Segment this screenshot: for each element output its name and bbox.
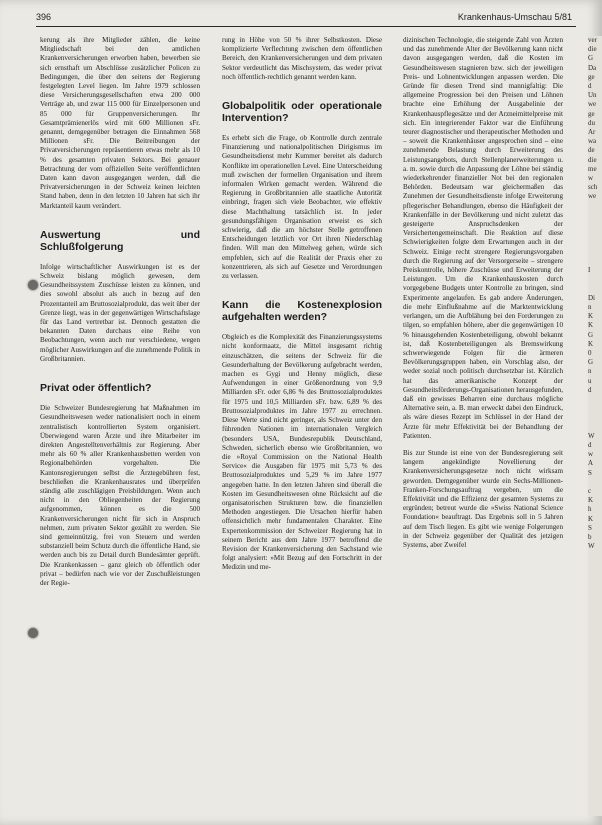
next-page-edge: ver die G Da ge d Un we ge du Ar wa de die me w sch we I Di n K K G K 0 G n u d W d w A S c K h K S b W [588, 36, 602, 816]
paragraph: Die Schweizer Bundesregierung hat Maßnahmen im Gesundheitswesen weder nationalisiert noch in einem zentralistisch kontrollierten System organisiert. Überwiegend waren Ärzte und ihre Mitarbeiter im direkten Angestelltenverhältnis zur Regierung. Aber mehr als 60 % aller Krankenhausbetten werden von Regionalbehörden vorgehalten. Die Kantonsregierungen selbst die Ärztegebühren fest, beschließen die Krankenhausrates und überprüfen ständig alle zuschlägigen Preisbildungen. Wenn auch nicht in den Obliegenheiten der Regierung aufgenommen, können es die 500 Krankenversicherungen nicht für sich in Anspruch nehmen, zum privaten Sektor gezählt zu werden. Sie sind gemeinnützig, frei von Steuern und werden substanziell beim Schutz durch die öffentliche Hand, sie werden auch bis zu Detail durch Bundesämter geprüft. Die Krankenkassen – ganz gleich ob öffentlich oder privat – bedürfen nach wie vor der Zuschußleistungen der Regie- [40, 404, 200, 587]
section-heading: Kann die Kostenexplosion aufgehalten werden? [222, 299, 382, 324]
punch-hole [28, 628, 38, 638]
paragraph: Obgleich es die Komplexität des Finanzierungssystems nicht konformaatz, die Mittel insgesamt richtig einzuschätzen, die seitens der Schweiz für die Gesunderhaltung der Bevölkerung aufgebracht werden, machen es Gygi und Henny möglich, diese Aufwendungen in einer Größenordnung von 9,9 Milliarden sFr. oder 6,86 % des Bruttosozialproduktes für 1975 und 10,5 Milliarden sFr. bzw. 6,89 % des Bruttosozialproduktes im Jahre 1977 zu errechnen. Diese Werte sind nicht geringer, als Schweiz unter den führenden Nationen im internationalen Vergleich (besonders USA, Bundesrepublik Deutschland, Schweden, sicherlich ebenso wie Großbritannien, wo die »Royal Commission on the National Health Service« die Ausgaben für 1975 mit 5,73 % des Bruttosozialproduktes und 5,29 % im Jahre 1977 angegeben hatte. In den letzten Jahren sind überall die Kosten im Gesundheitswesen ohne Rücksicht auf die organisatorischen Strukturen bzw. die finanziellen Methoden angestiegen. Die Ursachen hierfür haben offensichtlich mehr fundamentalen Charakter. Eine Expertenkommission der Schweizer Regierung hat in seinem Bericht aus dem Jahre 1977 betroffend die Revision der Krankenversicherung den Sachstand wie folgt analysiert: »Mit Bezug auf den Fortschritt in der Medizin und me- [222, 333, 382, 572]
text-column-1 [40, 36, 200, 588]
section-heading: Auswertung und Schlußfolgerung [40, 228, 200, 253]
punch-hole [28, 280, 38, 290]
journal-title: Krankenhaus-Umschau 5/81 [457, 12, 572, 22]
page-number: 396 [36, 12, 52, 22]
section-heading: Globalpolitik oder operationale Intervention? [222, 100, 382, 125]
paragraph: Infolge wirtschaftlicher Auswirkungen ist es der Schweiz bislang möglich gewesen, dem Gesundheitssystem Zuschüsse leisten zu können, und dies sowohl absolut als auch in bezug auf den Prozentanteil am Bruttosozialprodukt, das weit über der Grenze liegt, was in der gegenwärtigen Wirtschaftslage für das Land vertretbar ist. Dennoch gestatten die bekannten Daten durchaus eine Reihe von Beobachtungen, wenn auch nur verschiedene, wegen möglicher Auswirkungen auf die zunehmende Politik in Großbritannien. [40, 262, 200, 363]
paragraph: Bis zur Stunde ist eine von der Bundesregierung seit langem angekündigte Novellierung der Krankenversicherungsgesetze noch nicht wirksam geworden. Demgegenüber wurde ein Sechs-Millionen-Franken-Forschungsauftrag vergeben, um die Effektivität und die Effizienz der gesamten Systems zu ergründen; betreut wurde die »Swiss National Science Foundation« beauftragt. Das Ergebnis soll in 5 Jahren auf dem Tisch liegen. Es gibt wie wenige Folgerungen in der Schweiz gegenüber der Qualität des jetzigen Systems, aber Zweifel [403, 448, 563, 549]
paragraph: dizinischen Technologie, die steigende Zahl von Ärzten und das zunehmende Alter der Bevölkerung kann nicht davon ausgegangen werden, daß die Kosten im Gesundheitswesen stagnieren bzw. sich der jeweiligen Preis- und Lohnentwicklungen anpassen werden. Die Gründe für diesen Trend sind mannigfaltig: Die allgemeine Progression bei den Preisen und Löhnen brachte eine Erhöhung der Ausgabelinie der Krankenhauspflegesätze und der Arzneimittelpreise mit sich. Ein integrierender Faktor war die Einführung teurer diagnostischer und therapeutischer Methoden und – soweit die Krankenhäuser angesprochen sind – eine zunehmende Belastung durch Erweiterung des Leistungsangebots, durch Stellenplanerweiterungen u. a. m. sowie durch die Anpassung der Löhne bei ständig wiederkehrender finanzieller Not bei den regionalen Behörden. Bedeutsam war gleichermaßen das Zunehmen der Gesundheitsdienste infolge Erweiterung pflegerischer Behandlungen, ebenso die Häufigkeit der Krankenfälle in der Bevölkerung und nicht zuletzt das gesteigerte Anspruchsdenken der Versichertengemeinschaft. Die Reaktion auf diese Schwierigkeiten folgte dem Erwartungen auch in der Schweiz. Einige recht strengere Regierungsvorgaben durch die Regierung auf der Versorgerseite – strengere Preiskontrolle, höhere Zuschüsse und Erweiterung der Leistungen. Um die Krankenhauskosten durch vorgegebene Budgets unter Kontrolle zu bringen, sind Experimente angelaufen. Es gab andere Änderungen, die mehr Einflußnahme auf die Marktentwicklung verlangen, um die Aufblähung bei den Forderungen zu tilgen, so empfahlen höhere, aber die gegenwärtigen 10 % hinausgehenden Kostenbeteiligung, obwohl bekannt ist, daß Kostenbeteiligungen als Bremswirkung schwerwiegende Folgen für die ärmeren Bevölkerungsgruppen haben, ein Vorschlag also, der weder sozial noch politisch durchsetzbar ist. Kürzlich hat das amerikanische Konzept der Gesundheitsförderungs-Organisationen herausgefunden, daß ein gewisses Beharren eine durchaus mögliche Alternative sein, a. B. man erweckt dabei den Eindruck, als wäre dieses Rezept im Schlüssel in der Hand der Ärzte für mehr Effektivität bei der Behandlung der Patienten. [403, 36, 563, 440]
paragraph: Es erhebt sich die Frage, ob Kontrolle durch zentrale Finanzierung und nationalpolitischen Dirigismus im Gesundheitsdienst mehr Kummer bereitet als dadurch Konflikte im operationellen Level. Eine Unterscheidung muß zwischen der formellen Organisation und ihrem informalen Wirken gemacht werden. Während die Regierung in Großbritannien alle staatliche Autorität einbringt, fragen sich viele Beobachter, wie effektiv diese Machthaltung tatsächlich ist. In jeder gesundungsfähigen Organisation erweist es sich schwierig, daß die am höchster Stelle getroffenen Entscheidungen letztlich vor Ort ihren Niederschlag finden. Will man den Mittelweg gehen, würde sich empfehlen, sich auf die Realität der Praxis eher zu konzentrieren, als sich auf Gesetze und Verordnungen zu verlassen. [222, 134, 382, 281]
text-column-3 [403, 36, 563, 550]
header-rule [36, 26, 576, 27]
paragraph: kerung als ihre Mitglieder zählen, die keine Mitgliedschaft bei den amtlichen Krankenversicherungen erworben haben, bewerben sie sich ernsthaft um Abschlüsse zusätzlicher Policen zu Bedingungen, die über den seitens der Regierung festgelegten Level liegen. Im Jahre 1979 schlossen diese Versicherungsgesellschaften etwa 200 000 Verträge ab, und zwar 115 000 für Einzelpersonen und 85 000 für Gruppenversicherungen. Ihr Gesamtprämienerlös wird mit 600 Millionen sFr. genannt, demgegenüber betragen die Einnahmen 568 Millionen sFr. Die Beitreibungen der Privatversicherungen repräsentieren etwas mehr als 10 % des gesamten privaten Sektors. Bei genauer Betrachtung der vom offiziellen Seite veröffentlichten Daten kann davon ausgegangen werden, daß die Privatversicherungen in der Schweiz keinen leichten Stand haben, denn in den letzten 10 Jahren hat sich ihr Marktanteil kaum verändert. [40, 36, 200, 210]
section-heading: Privat oder öffentlich? [40, 382, 152, 395]
paragraph: rung in Höhe von 50 % ihrer Selbstkosten. Diese komplizierte Verflechtung zwischen dem öffentlichen Bereich, den Krankenversicherungen und dem privaten Sektor verdeutlicht das Mischsystem, das weder privat noch öffentlich-rechtlich genannt werden kann. [222, 36, 382, 81]
text-column-2 [222, 36, 382, 573]
